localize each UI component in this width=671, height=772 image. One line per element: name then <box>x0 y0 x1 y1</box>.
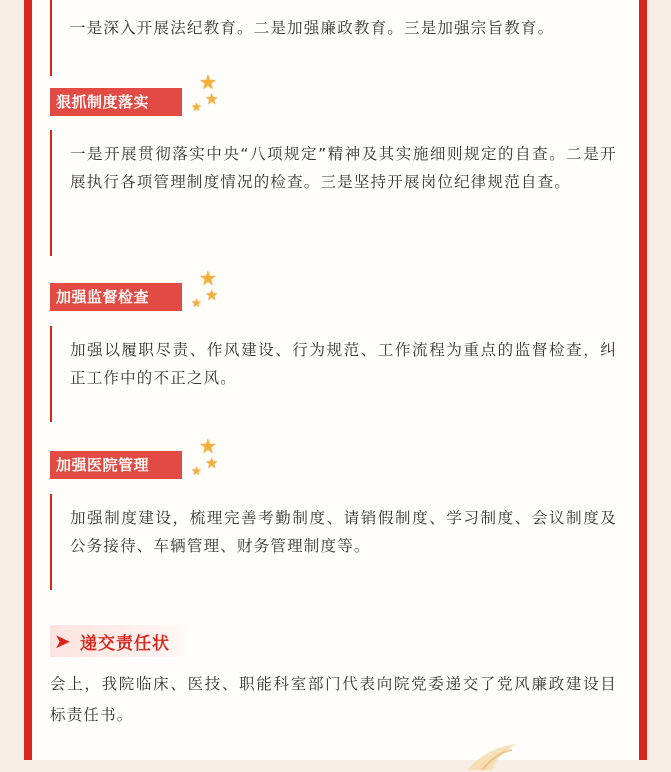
star-icon: ★ <box>199 434 217 458</box>
right-border <box>639 0 647 760</box>
stars-decoration <box>191 434 223 482</box>
section-tag: 狠抓制度落实 <box>50 88 182 116</box>
article-panel <box>32 0 639 760</box>
section-tag: 加强医院管理 <box>50 451 182 479</box>
management-text: 加强制度建设，梳理完善考勤制度、请销假制度、学习制度、会议制度及公务接待、车辆管理、财务管理制度等。 <box>50 494 617 590</box>
star-icon: ★ <box>199 266 217 290</box>
star-icon: ★ <box>191 464 202 478</box>
star-icon: ★ <box>205 90 219 108</box>
section-title: 递交责任状 <box>80 634 170 654</box>
body-paragraph: 会上，我院临床、医技、职能科室部门代表向院党委递交了党风廉政建设目标责任书。 <box>50 675 617 724</box>
star-icon: ★ <box>191 296 202 310</box>
feather-decoration <box>462 742 522 772</box>
star-icon: ★ <box>191 100 202 114</box>
arrow-right-icon: ➤ <box>54 629 71 653</box>
stars-decoration <box>191 266 223 314</box>
system-text: 一是开展贯彻落实中央“八项规定”精神及其实施细则规定的自查。二是开展执行各项管理制度情况的检查。三是坚持开展岗位纪律规范自查。 <box>50 130 617 256</box>
star-icon: ★ <box>199 70 217 94</box>
star-icon: ★ <box>205 454 219 472</box>
education-block <box>50 0 617 76</box>
left-border <box>24 0 32 760</box>
section-heading <box>50 625 190 657</box>
education-text: 一是深入开展法纪教育。二是加强廉政教育。三是加强宗旨教育。 <box>50 0 617 76</box>
supervision-text: 加强以履职尽责、作风建设、行为规范、工作流程为重点的监督检查，纠正工作中的不正之风。 <box>50 326 617 422</box>
star-icon: ★ <box>205 286 219 304</box>
section-tag: 加强监督检查 <box>50 283 182 311</box>
stars-decoration <box>191 70 223 118</box>
